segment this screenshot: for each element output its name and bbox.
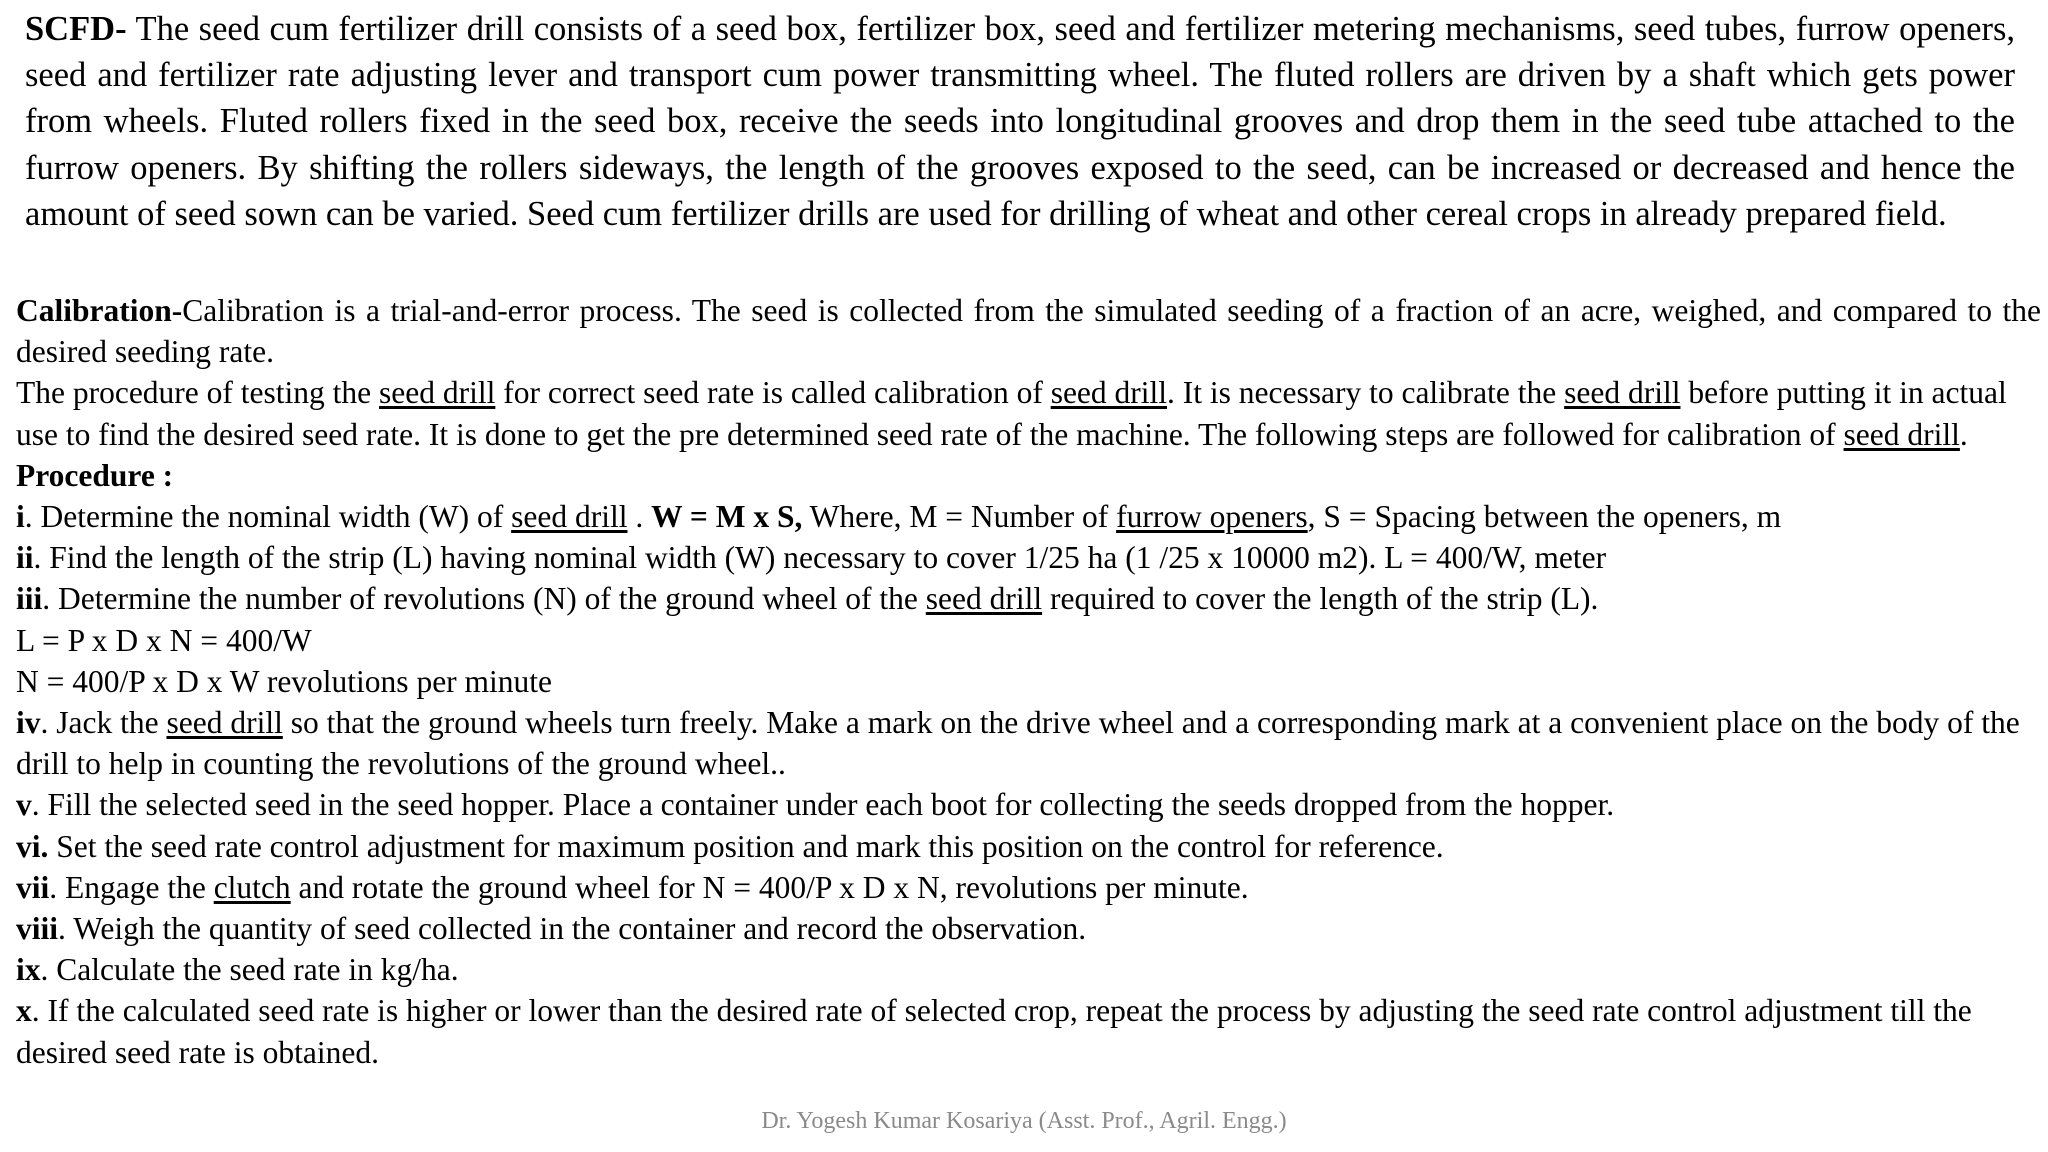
seed-drill-link[interactable]: seed drill (1050, 375, 1168, 411)
text-fragment: so that the ground wheels turn freely. Make a mark on the drive wheel and a corresponding mark at a convenient place on the body of the drill to help in counting the revolutions of the ground wheel.. (16, 705, 2020, 782)
procedure-step-7 (16, 867, 2041, 908)
text-fragment: required to cover the length of the strip (L). (1042, 581, 1599, 617)
seed-drill-link[interactable]: seed drill (925, 581, 1043, 617)
width-formula: W = M x S, (651, 499, 803, 535)
seed-drill-link[interactable]: seed drill (379, 375, 496, 411)
text-fragment: for correct seed rate is called calibration of (495, 375, 1051, 411)
text-fragment: . (627, 499, 652, 535)
clutch-link[interactable]: clutch (213, 869, 291, 905)
step-number: ix (16, 952, 41, 988)
step-number: i (16, 499, 25, 535)
procedure-step-10 (16, 990, 2041, 1072)
scfd-text: The seed cum fertilizer drill consists of a seed box, fertilizer box, seed and fertilizer metering mechanisms, seed tubes, furrow openers, seed and fertilizer rate adjusting lever and transport cum power transmitting wheel. The fluted rollers are driven by a shaft which gets power from wheels. Fluted rollers fixed in the seed box, receive the seeds into longitudinal grooves and drop them in the seed tube attached to the furrow openers. By shifting the rollers sideways, the length of the grooves exposed to the seed, can be increased or decreased and hence the amount of seed sown can be varied. Seed cum fertilizer drills are used for drilling of wheat and other cereal crops in already prepared field. (25, 10, 2015, 233)
seed-drill-link[interactable]: seed drill (511, 499, 628, 535)
procedure-step-8 (16, 908, 2041, 949)
step-text: Set the seed rate control adjustment for maximum position and mark this position on the control for reference. (48, 828, 1444, 864)
step-number: viii (16, 911, 59, 947)
step-number: iii (16, 581, 43, 617)
furrow-openers-link[interactable]: furrow openers (1116, 499, 1308, 535)
procedure-step-4 (16, 702, 2041, 784)
step-text: . Fill the selected seed in the seed hopper. Place a container under each boot for collecting the seeds dropped from the hopper. (31, 787, 1615, 823)
procedure-step-9 (16, 949, 2041, 990)
scfd-paragraph (25, 6, 2015, 237)
procedure-step-2 (16, 537, 2041, 578)
seed-drill-link[interactable]: seed drill (1564, 375, 1681, 411)
step-number: v (16, 787, 32, 823)
formula-length: L = P x D x N = 400/W (16, 622, 312, 658)
calibration-paragraph (16, 290, 2041, 372)
step-number: vi. (16, 828, 49, 864)
procedure-step-5 (16, 784, 2041, 825)
text-fragment: , S = Spacing between the openers, m (1307, 499, 1782, 535)
text-fragment: . Determine the nominal width (W) of (24, 499, 512, 535)
scfd-heading: SCFD- (25, 10, 127, 48)
text-fragment: . (1959, 416, 1968, 452)
calibration-heading: Calibration- (16, 293, 183, 328)
procedure-step-3 (16, 578, 2041, 619)
procedure-heading: Procedure : (16, 457, 174, 493)
calibration-text: Calibration is a trial-and-error process. The seed is collected from the simulated seeding of a fraction of an acre, weighed, and compared to the desired seeding rate. (16, 293, 2041, 370)
author-footer: Dr. Yogesh Kumar Kosariya (Asst. Prof., Agril. Engg.) (761, 1108, 1287, 1134)
text-fragment: and rotate the ground wheel for N = 400/P x D x N, revolutions per minute. (290, 869, 1249, 905)
step-text: . Weigh the quantity of seed collected in the container and record the observation. (58, 911, 1087, 947)
formula-revolutions: N = 400/P x D x W revolutions per minute (16, 663, 553, 699)
seed-drill-link[interactable]: seed drill (1843, 416, 1960, 452)
step-number: iv (16, 705, 41, 741)
step-text: . Calculate the seed rate in kg/ha. (40, 952, 459, 988)
text-fragment: The procedure of testing the (16, 375, 379, 411)
text-fragment: . Engage the (49, 869, 214, 905)
procedure-step-1 (16, 496, 2041, 537)
calibration-section (16, 290, 2041, 1073)
text-fragment: . Determine the number of revolutions (N) of the ground wheel of the (42, 581, 926, 617)
step-text: . If the calculated seed rate is higher or lower than the desired rate of selected crop, repeat the process by adjusting the seed rate control adjustment till the desired seed rate is obtained. (16, 993, 1972, 1070)
calibration-procedure-paragraph (16, 372, 2041, 454)
step-number: ii (16, 540, 34, 576)
text-fragment: Where, M = Number of (802, 499, 1117, 535)
procedure-step-6 (16, 826, 2041, 867)
step-text: . Find the length of the strip (L) having nominal width (W) necessary to cover 1/25 ha (1 /25 x 10000 m2). L = 400/W, meter (33, 540, 1607, 576)
text-fragment: before putting it in actual use to find the desired seed rate. It is done to get the pre determined seed rate of the machine. The following steps are followed for calibration of (16, 375, 2007, 452)
text-fragment: . It is necessary to calibrate the (1167, 375, 1565, 411)
seed-drill-link[interactable]: seed drill (166, 705, 283, 741)
step-number: vii (16, 869, 50, 905)
step-number: x (16, 993, 32, 1029)
text-fragment: . Jack the (40, 705, 167, 741)
